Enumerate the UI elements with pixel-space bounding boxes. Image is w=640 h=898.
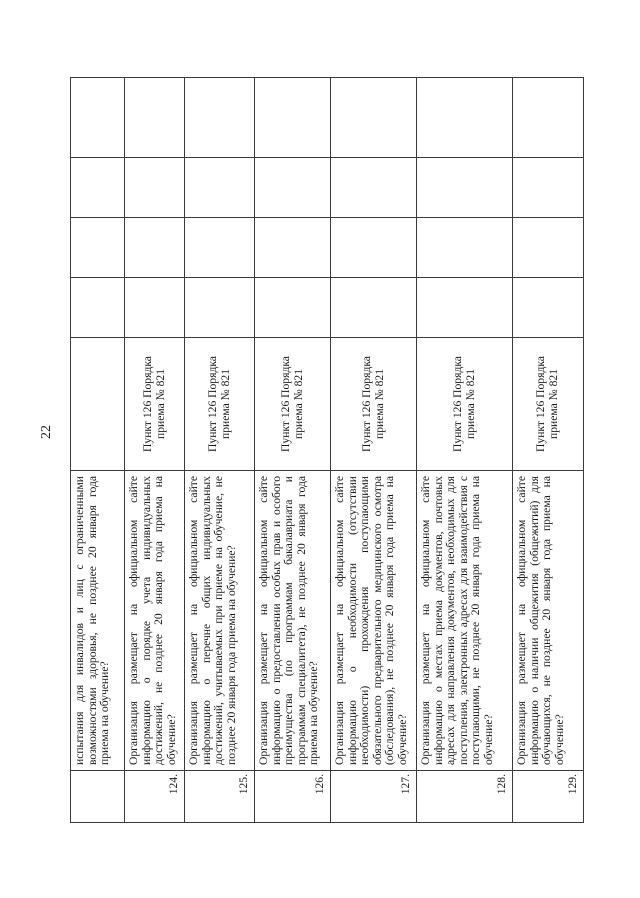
table-row (513, 78, 584, 823)
checklist-table-container (70, 78, 583, 823)
row-number: 126. (255, 771, 331, 823)
empty-cell (71, 78, 125, 158)
row-question: Организация размещает на официальном сайте информацию о местах приема документов, почтовых адресах для направления документов, необходимых для поступления, электронных адресах для взаимодействия с поступающими, не позднее 20 января года приема на обучение? (417, 471, 513, 771)
empty-cell (125, 218, 185, 278)
empty-cell (331, 158, 417, 218)
empty-cell (71, 218, 125, 278)
row-number: 127. (331, 771, 417, 823)
empty-cell (417, 158, 513, 218)
empty-cell (513, 78, 584, 158)
empty-cell (513, 218, 584, 278)
empty-cell (125, 158, 185, 218)
empty-cell (255, 278, 331, 338)
row-reference (71, 338, 125, 471)
table-row (417, 78, 513, 823)
table-row (255, 78, 331, 823)
row-reference: Пункт 126 Порядка приема № 821 (255, 338, 331, 471)
empty-cell (513, 158, 584, 218)
empty-cell (185, 78, 255, 158)
empty-cell (125, 78, 185, 158)
row-question: Организация размещает на официальном сайте информацию о порядке учета индивидуальных достижений, не позднее 20 января года приема на обучение? (125, 471, 185, 771)
empty-cell (185, 218, 255, 278)
row-number: 124. (125, 771, 185, 823)
page-number: 22 (39, 425, 54, 439)
empty-cell (255, 78, 331, 158)
table-row (185, 78, 255, 823)
checklist-table (70, 77, 584, 823)
row-reference: Пункт 126 Порядка приема № 821 (331, 338, 417, 471)
empty-cell (71, 158, 125, 218)
row-number: 128. (417, 771, 513, 823)
row-reference: Пункт 126 Порядка приема № 821 (417, 338, 513, 471)
empty-cell (417, 78, 513, 158)
empty-cell (255, 158, 331, 218)
empty-cell (417, 278, 513, 338)
empty-cell (255, 218, 331, 278)
row-question: Организация размещает на официальном сайте информацию о наличии общежития (общежитий) для обучающихся, не позднее 20 января года приема на обучение? (513, 471, 584, 771)
empty-cell (513, 278, 584, 338)
empty-cell (331, 218, 417, 278)
table-row (331, 78, 417, 823)
empty-cell (125, 278, 185, 338)
empty-cell (71, 278, 125, 338)
row-question: Организация размещает на официальном сайте информацию о предоставлении особых прав и особого преимущества (по программам бакалавриата и программам специалитета), не позднее 20 января года приема на обучение? (255, 471, 331, 771)
row-number: 129. (513, 771, 584, 823)
row-reference: Пункт 126 Порядка приема № 821 (185, 338, 255, 471)
empty-cell (185, 278, 255, 338)
row-number (71, 771, 125, 823)
table-row (125, 78, 185, 823)
row-reference: Пункт 126 Порядка приема № 821 (125, 338, 185, 471)
row-question: Организация размещает на официальном сайте информацию о необходимости (отсутствии необходимости) прохождения поступающими обязательного предварительного медицинского осмотра (обследования), не позднее 20 января года приема на обучение? (331, 471, 417, 771)
empty-cell (185, 158, 255, 218)
row-question: испытания для инвалидов и лиц с ограниченными возможностями здоровья, не позднее 20 января года приема на обучение? (71, 471, 125, 771)
row-question: Организация размещает на официальном сайте информацию о перечне общих индивидуальных достижений, учитываемых при приеме на обучение, не позднее 20 января года приема на обучение? (185, 471, 255, 771)
empty-cell (417, 218, 513, 278)
row-number: 125. (185, 771, 255, 823)
row-reference: Пункт 126 Порядка приема № 821 (513, 338, 584, 471)
empty-cell (331, 78, 417, 158)
empty-cell (331, 278, 417, 338)
table-row (71, 78, 125, 823)
